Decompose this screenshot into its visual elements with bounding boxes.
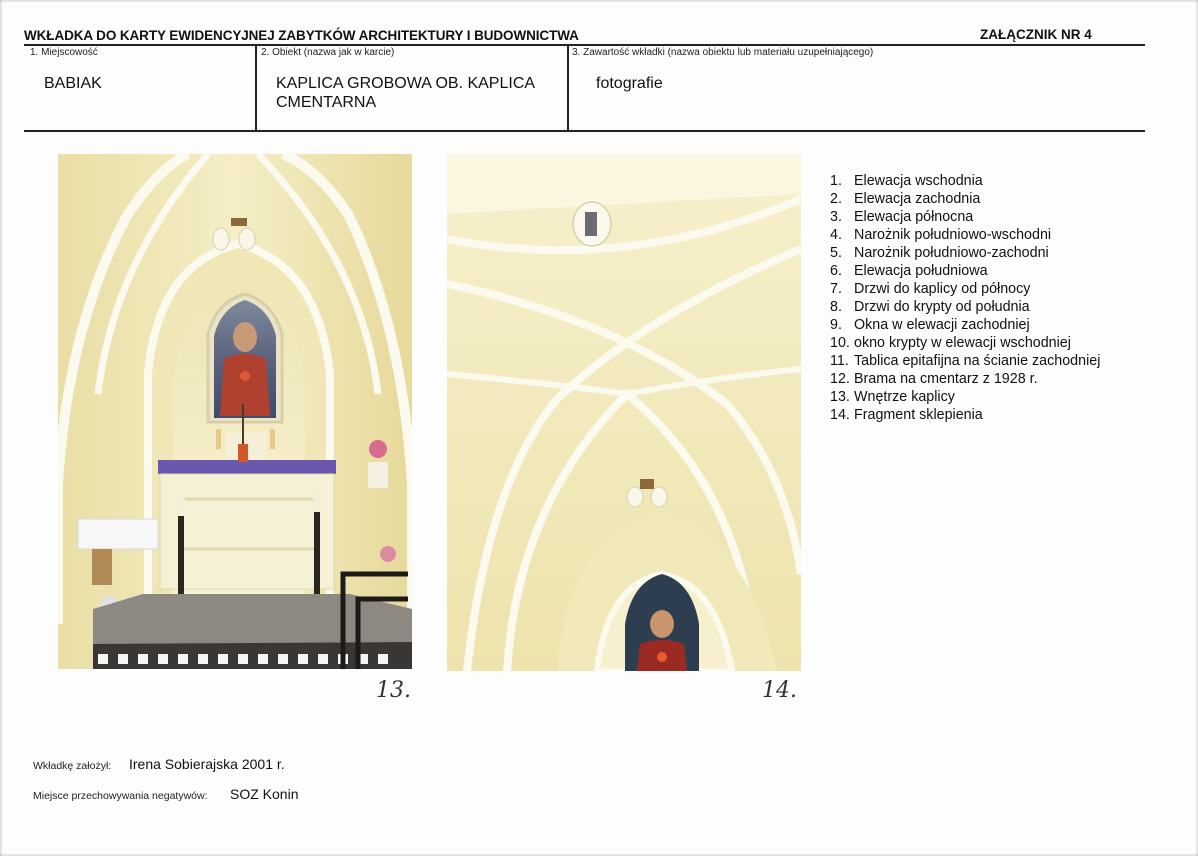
list-item: 7. Drzwi do kaplicy od północy (830, 281, 1031, 297)
list-item: 5. Narożnik południowo-zachodni (830, 245, 1049, 261)
list-item: 14. Fragment sklepienia (830, 407, 983, 423)
document-title: WKŁADKA DO KARTY EWIDENCYJNEJ ZABYTKÓW ARCHITEKTURY I BUDOWNICTWA (24, 28, 579, 43)
content-value: fotografie (596, 75, 663, 92)
list-item: 11. Tablica epitafijna na ścianie zachodniej (830, 353, 1101, 369)
locality-value: BABIAK (44, 75, 102, 92)
photo-number-13: 13. (376, 678, 411, 703)
list-item: 12. Brama na cmentarz z 1928 r. (830, 371, 1038, 387)
negatives-storage-label: Miejsce przechowywania negatywów: (33, 790, 208, 802)
annex-number: ZAŁĄCZNIK NR 4 (980, 27, 1092, 42)
vault-fragment-image (447, 154, 801, 671)
list-item: 8. Drzwi do krypty od południa (830, 299, 1030, 315)
list-item: 9. Okna w elewacji zachodniej (830, 317, 1030, 333)
content-label: 3. Zawartość wkładki (nazwa obiektu lub materiału uzupełniającego) (572, 47, 874, 58)
list-item: 4. Narożnik południowo-wschodni (830, 227, 1052, 243)
locality-label: 1. Miejscowość (30, 47, 98, 58)
list-item: 10. okno krypty w elewacji wschodniej (830, 335, 1071, 351)
list-item: 3. Elewacja północna (830, 209, 974, 225)
fields-bottom-rule (24, 130, 1145, 132)
object-value-line2: CMENTARNA (276, 94, 377, 111)
field-divider-1 (255, 45, 257, 131)
negatives-storage-value: SOZ Konin (230, 786, 299, 802)
list-item: 1. Elewacja wschodnia (830, 173, 983, 189)
object-value (276, 74, 535, 112)
photo-chapel-interior (58, 154, 412, 669)
object-value-line1: KAPLICA GROBOWA OB. KAPLICA (276, 75, 536, 92)
header-rule (24, 44, 1145, 46)
field-divider-2 (567, 45, 569, 131)
list-item: 6. Elewacja południowa (830, 263, 988, 279)
created-by-value: Irena Sobierajska 2001 r. (129, 756, 285, 772)
list-item: 13. Wnętrze kaplicy (830, 389, 955, 405)
photo-number-14: 14. (762, 678, 797, 703)
list-item: 2. Elewacja zachodnia (830, 191, 981, 207)
chapel-interior-image (58, 154, 412, 669)
object-label: 2. Obiekt (nazwa jak w karcie) (261, 47, 395, 58)
photo-contents-list (830, 172, 1100, 424)
created-by-label: Wkładkę założył: (33, 760, 112, 772)
photo-vault-fragment (447, 154, 801, 671)
